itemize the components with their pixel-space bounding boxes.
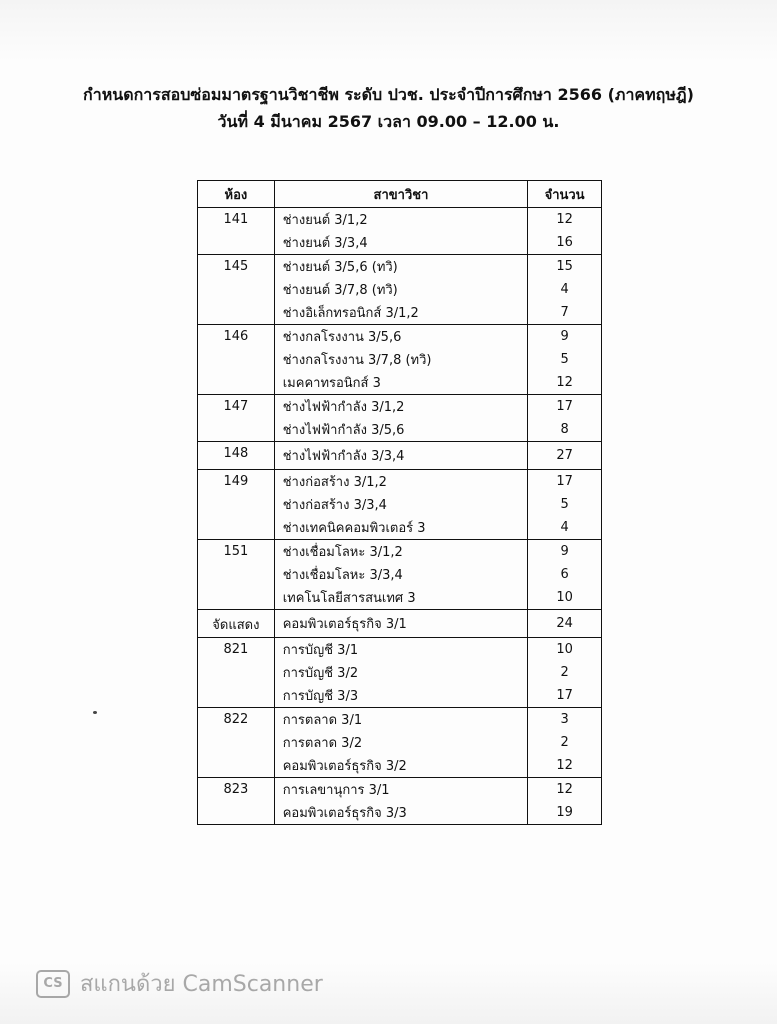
room-cell: 822 (198, 708, 275, 778)
subject-cell: ช่างก่อสร้าง 3/3,4 (274, 493, 527, 516)
room-cell: จัดแสดง (198, 610, 275, 638)
table-row (198, 638, 602, 662)
count-cell: 6 (528, 563, 602, 586)
table-row (198, 395, 602, 419)
subject-cell: การบัญชี 3/1 (274, 638, 527, 662)
count-cell: 4 (528, 516, 602, 540)
table-header-row (198, 181, 602, 208)
subject-cell: ช่างยนต์ 3/1,2 (274, 208, 527, 232)
subject-cell: การเลขานุการ 3/1 (274, 778, 527, 802)
exam-schedule-table (197, 180, 602, 825)
count-cell: 9 (528, 325, 602, 349)
count-cell: 16 (528, 231, 602, 255)
count-cell: 4 (528, 278, 602, 301)
subject-cell: ช่างก่อสร้าง 3/1,2 (274, 470, 527, 494)
room-cell: 823 (198, 778, 275, 825)
subject-cell: เทคโนโลยีสารสนเทศ 3 (274, 586, 527, 610)
subject-cell: คอมพิวเตอร์ธุรกิจ 3/2 (274, 754, 527, 778)
table-row (198, 708, 602, 732)
table-row (198, 778, 602, 802)
subject-cell: ช่างกลโรงงาน 3/5,6 (274, 325, 527, 349)
room-cell: 146 (198, 325, 275, 395)
count-cell: 17 (528, 470, 602, 494)
header-subject: สาขาวิชา (274, 181, 527, 208)
subject-cell: ช่างกลโรงงาน 3/7,8 (ทวิ) (274, 348, 527, 371)
camscanner-text: สแกนด้วย CamScanner (80, 972, 323, 997)
count-cell: 12 (528, 208, 602, 232)
table-row (198, 255, 602, 279)
count-cell: 12 (528, 778, 602, 802)
subject-cell: เมคคาทรอนิกส์ 3 (274, 371, 527, 395)
subject-cell: การตลาด 3/1 (274, 708, 527, 732)
table-row (198, 610, 602, 638)
subject-cell: ช่างไฟฟ้ากำลัง 3/1,2 (274, 395, 527, 419)
document-date-time: วันที่ 4 มีนาคม 2567 เวลา 09.00 – 12.00 น. (217, 112, 560, 131)
subject-cell: คอมพิวเตอร์ธุรกิจ 3/3 (274, 801, 527, 825)
camscanner-watermark (36, 966, 323, 1001)
subject-cell: ช่างเชื่อมโลหะ 3/1,2 (274, 540, 527, 564)
count-cell: 7 (528, 301, 602, 325)
table-row (198, 325, 602, 349)
table-row (198, 540, 602, 564)
subject-cell: ช่างยนต์ 3/7,8 (ทวิ) (274, 278, 527, 301)
header-count: จำนวน (528, 181, 602, 208)
count-cell: 2 (528, 661, 602, 684)
count-cell: 17 (528, 395, 602, 419)
subject-cell: ช่างไฟฟ้ากำลัง 3/3,4 (274, 442, 527, 470)
subject-cell: ช่างเชื่อมโลหะ 3/3,4 (274, 563, 527, 586)
room-cell: 147 (198, 395, 275, 442)
subject-cell: ช่างอิเล็กทรอนิกส์ 3/1,2 (274, 301, 527, 325)
count-cell: 9 (528, 540, 602, 564)
count-cell: 3 (528, 708, 602, 732)
subject-cell: ช่างไฟฟ้ากำลัง 3/5,6 (274, 418, 527, 442)
camscanner-logo-icon: CS (36, 970, 70, 998)
count-cell: 8 (528, 418, 602, 442)
scan-speck (93, 711, 97, 714)
subject-cell: การบัญชี 3/2 (274, 661, 527, 684)
count-cell: 5 (528, 493, 602, 516)
count-cell: 19 (528, 801, 602, 825)
room-cell: 821 (198, 638, 275, 708)
room-cell: 145 (198, 255, 275, 325)
subject-cell: ช่างเทคนิคคอมพิวเตอร์ 3 (274, 516, 527, 540)
count-cell: 10 (528, 586, 602, 610)
subject-cell: การบัญชี 3/3 (274, 684, 527, 708)
table-row (198, 470, 602, 494)
count-cell: 12 (528, 371, 602, 395)
subject-cell: ช่างยนต์ 3/5,6 (ทวิ) (274, 255, 527, 279)
count-cell: 5 (528, 348, 602, 371)
subject-cell: คอมพิวเตอร์ธุรกิจ 3/1 (274, 610, 527, 638)
subject-cell: ช่างยนต์ 3/3,4 (274, 231, 527, 255)
table-row (198, 442, 602, 470)
document-title: กำหนดการสอบซ่อมมาตรฐานวิชาชีพ ระดับ ปวช. ประจำปีการศึกษา 2566 (ภาคทฤษฎี) (83, 85, 694, 104)
subject-cell: การตลาด 3/2 (274, 731, 527, 754)
count-cell: 27 (528, 442, 602, 470)
count-cell: 15 (528, 255, 602, 279)
room-cell: 151 (198, 540, 275, 610)
room-cell: 141 (198, 208, 275, 255)
count-cell: 17 (528, 684, 602, 708)
count-cell: 12 (528, 754, 602, 778)
room-cell: 149 (198, 470, 275, 540)
count-cell: 24 (528, 610, 602, 638)
count-cell: 10 (528, 638, 602, 662)
table-body (198, 208, 602, 825)
room-cell: 148 (198, 442, 275, 470)
header-room: ห้อง (198, 181, 275, 208)
count-cell: 2 (528, 731, 602, 754)
table-row (198, 208, 602, 232)
